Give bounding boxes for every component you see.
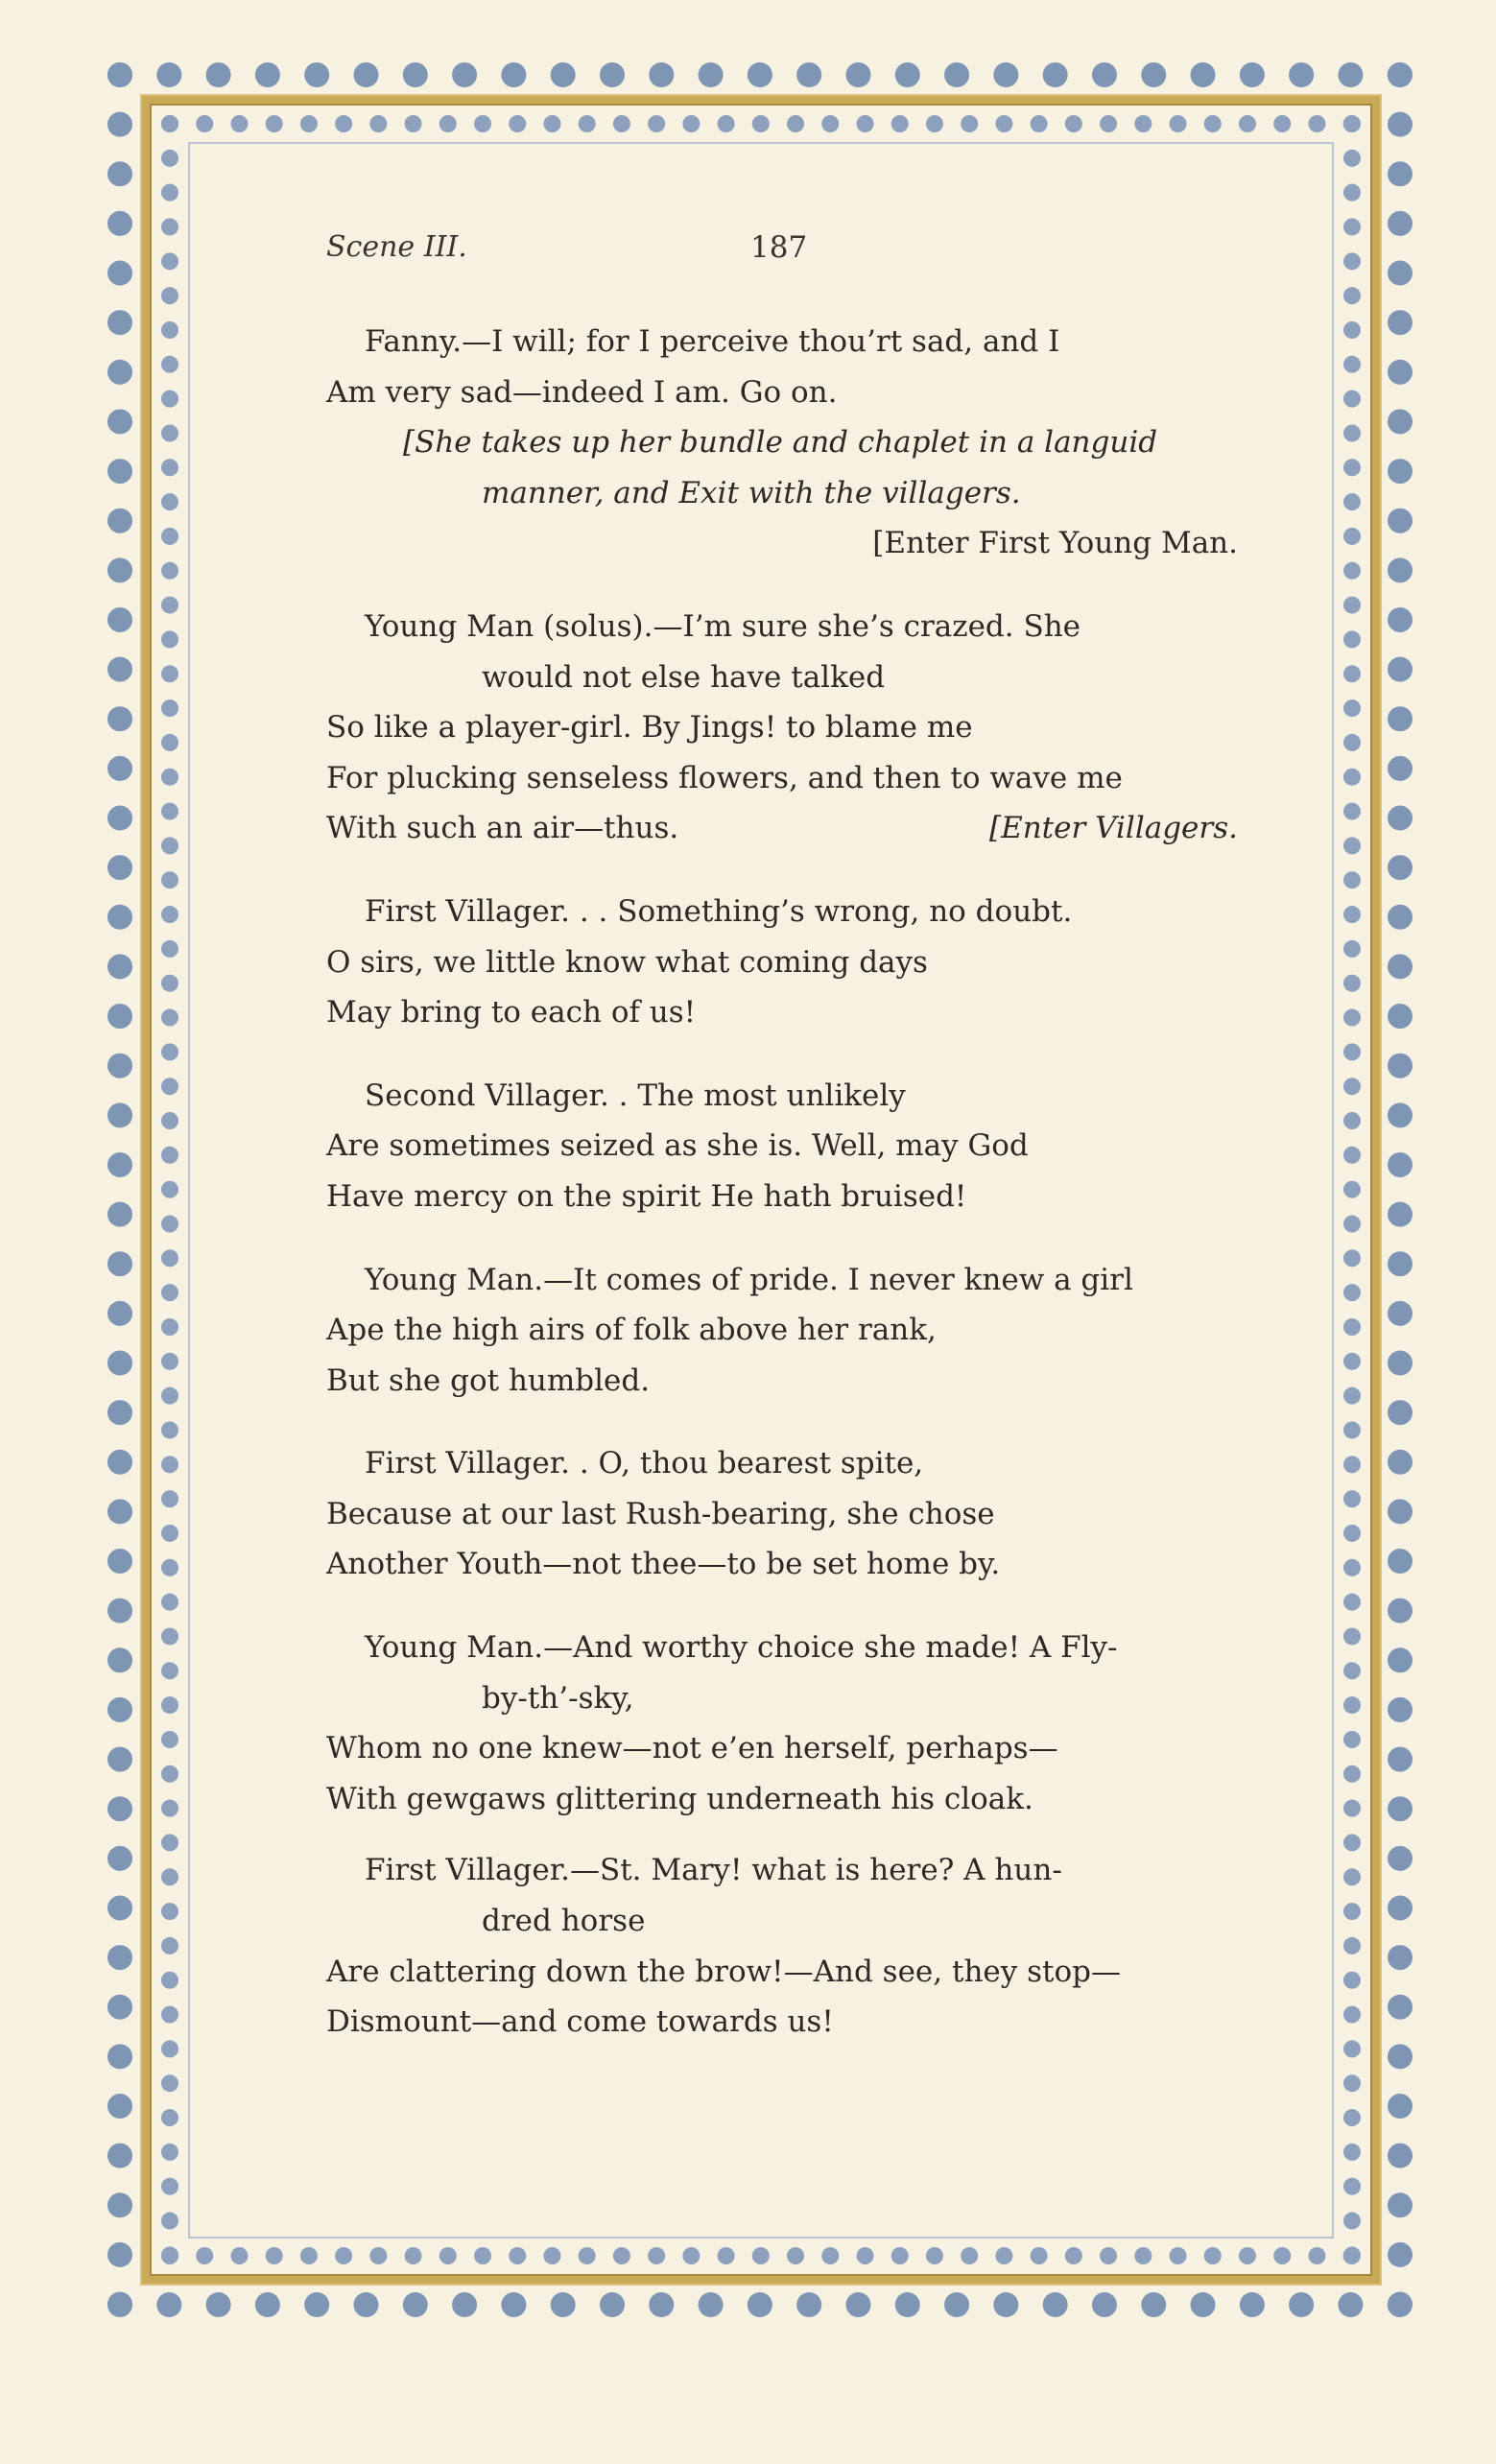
stage-direction: [She takes up her bundle and chaplet in a languid — [403, 425, 1158, 461]
text-line: Second Villager. . The most unlikely — [365, 1078, 906, 1113]
text-line: With such an air—thus. — [326, 811, 679, 846]
text-line: Young Man.—And worthy choice she made! A Fly- — [365, 1630, 1118, 1666]
text-line: Another Youth—not thee—to be set home by. — [326, 1547, 1001, 1582]
stage-direction: [Enter Villagers. — [988, 811, 1238, 846]
text-line: by-th’-sky, — [482, 1680, 634, 1716]
text-line: Are clattering down the brow!—And see, they stop— — [326, 1954, 1121, 1989]
text-line-with-direction — [326, 803, 1238, 854]
stage-direction: [Enter First Young Man. — [872, 526, 1238, 561]
page-number: 187 — [750, 230, 808, 265]
text-line: With gewgaws glittering underneath his cloak. — [326, 1781, 1033, 1816]
text-line: would not else have talked — [482, 659, 886, 695]
running-header — [0, 230, 1496, 278]
text-line: Fanny.—I will; for I perceive thou’rt sad, and I — [365, 324, 1060, 359]
text-line: For plucking senseless flowers, and then to wave me — [326, 760, 1123, 795]
text-line: Young Man.—It comes of pride. I never knew a girl — [365, 1262, 1133, 1297]
text-line: Am very sad—indeed I am. Go on. — [326, 374, 838, 410]
text-line: May bring to each of us! — [326, 995, 697, 1031]
text-line: Dismount—and come towards us! — [326, 2004, 834, 2040]
text-line: dred horse — [482, 1904, 646, 1939]
text-line: First Villager. . O, thou bearest spite, — [365, 1446, 924, 1481]
text-line: But she got humbled. — [326, 1362, 651, 1398]
scene-label: Scene III. — [326, 230, 467, 264]
text-line: O sirs, we little know what coming days — [326, 944, 928, 980]
text-line: Have mercy on the spirit He hath bruised! — [326, 1178, 967, 1214]
text-line: Because at our last Rush-bearing, she chose — [326, 1496, 995, 1531]
text-line: Ape the high airs of folk above her rank, — [326, 1313, 937, 1348]
text-line: Young Man (solus).—I’m sure she’s crazed. She — [365, 608, 1081, 644]
stage-direction: manner, and Exit with the villagers. — [482, 475, 1021, 510]
text-line: Whom no one knew—not e’en herself, perhaps— — [326, 1731, 1058, 1766]
text-line: Are sometimes seized as she is. Well, may God — [326, 1128, 1029, 1164]
text-line: So like a player-girl. By Jings! to blame me — [326, 710, 973, 746]
text-line: First Villager. . . Something’s wrong, no doubt. — [365, 893, 1073, 929]
text-line: First Villager.—St. Mary! what is here? A hun- — [365, 1853, 1062, 1888]
play-text — [326, 317, 1238, 2048]
